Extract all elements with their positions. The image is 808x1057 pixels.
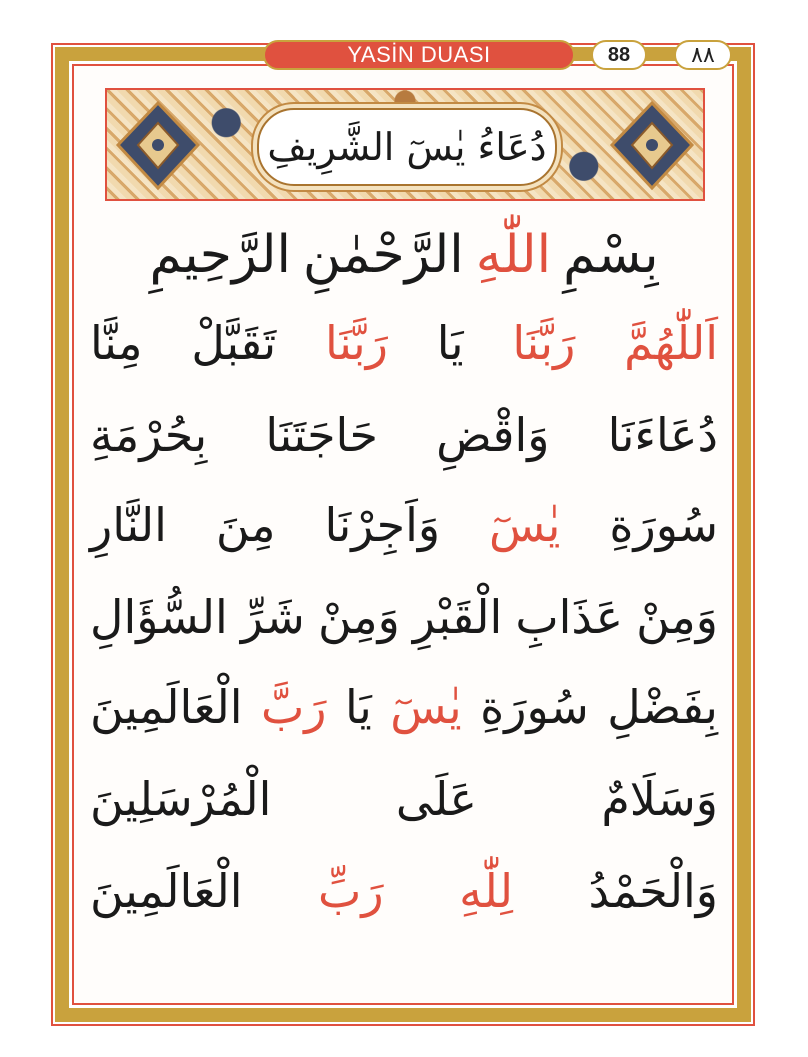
highlighted-word: رَبِّ — [318, 864, 384, 918]
word: تَقَبَّلْ — [191, 316, 277, 370]
word: وَمِنْ — [636, 590, 718, 644]
ornament-right-icon — [607, 98, 697, 193]
word: يَا — [344, 680, 372, 734]
prayer-line — [90, 848, 718, 934]
word: الْعَالَمِينَ — [90, 680, 243, 734]
banner-cartouche — [257, 108, 557, 186]
word: مِنَ — [215, 498, 276, 552]
prayer-line — [90, 756, 718, 842]
highlighted-word: رَبَّنَا — [325, 316, 388, 370]
word: عَذَابِ — [515, 590, 624, 644]
word: الرَّحْمٰنِ — [302, 225, 464, 285]
page-title-tab — [263, 40, 575, 70]
word: النَّارِ — [90, 498, 167, 552]
prayer-line — [90, 392, 718, 478]
word: الرَّحِيمِ — [149, 225, 291, 285]
highlighted-word: لِلّٰهِ — [459, 864, 514, 918]
prayer-line — [90, 664, 718, 750]
word: وَمِنْ — [317, 590, 400, 644]
highlighted-word: رَبَّنَا — [512, 316, 576, 370]
word: دُعَاءَنَا — [607, 408, 718, 462]
word: مِنَّا — [90, 316, 143, 370]
word: الْمُرْسَلِينَ — [90, 772, 272, 826]
word: الْعَالَمِينَ — [90, 864, 243, 918]
highlighted-word: اللّٰهِ — [475, 225, 552, 285]
page-number-arabic: ٨٨ — [691, 42, 715, 68]
word: السُّؤَالِ — [90, 590, 228, 644]
word: عَلَى — [395, 772, 477, 826]
highlighted-word: اَللّٰهُمَّ — [624, 316, 718, 370]
highlighted-word: يٰسٓ — [489, 498, 561, 552]
word: يَا — [436, 316, 464, 370]
word: سُورَةِ — [609, 498, 718, 552]
word: وَسَلَامٌ — [601, 772, 718, 826]
word: وَاَجِرْنَا — [324, 498, 441, 552]
word: الْقَبْرِ — [412, 590, 503, 644]
page-number-arabic-tab — [674, 40, 732, 70]
prayer-title: دُعَاءُ يٰسٓ الشَّرِيفِ — [267, 125, 547, 169]
word: سُورَةِ — [480, 680, 589, 734]
word: حَاجَتَنَا — [265, 408, 378, 462]
prayer-line — [90, 574, 718, 660]
ornament-left-icon — [113, 98, 203, 193]
page-number: 88 — [607, 43, 631, 66]
highlighted-word: رَبَّ — [261, 680, 327, 734]
prayer-line — [90, 482, 718, 568]
word: وَالْحَمْدُ — [588, 864, 718, 918]
page-number-tab — [591, 40, 647, 70]
word: بِفَضْلِ — [607, 680, 718, 734]
word: بِحُرْمَةِ — [90, 408, 208, 462]
word: شَرِّ — [240, 590, 305, 644]
page-title: YASİN DUASI — [347, 42, 491, 67]
word: بِسْمِ — [563, 225, 659, 285]
word: وَاقْضِ — [436, 408, 550, 462]
highlighted-word: يٰسٓ — [390, 680, 462, 734]
prayer-line — [90, 300, 718, 386]
ornamental-banner — [105, 88, 705, 201]
basmala-line — [90, 212, 718, 298]
